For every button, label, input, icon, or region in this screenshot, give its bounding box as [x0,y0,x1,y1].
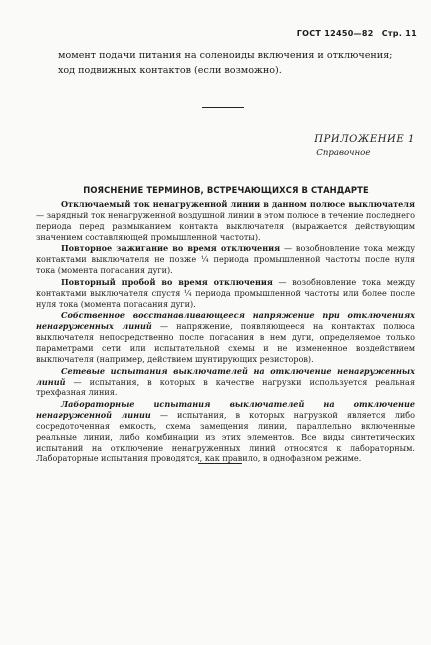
definition-text: — испытания, в которых в качестве нагрузки используется реальная трехфазная линия. [36,376,415,398]
definition-term: Повторное зажигание во время отключения [61,243,281,254]
divider-bottom [198,463,242,464]
definition-item [36,399,415,464]
page-header [292,29,417,38]
definition-text: — испытания, в которых нагрузкой является либо сосредоточенная емкость, схема замещения линии, параллельно включенные реальные линии, либо комбинации из этих элементов. Все виды синтетических испытаний на отключение ненагруженных линий относятся к лабораторным. Лабораторные испытания проводятся, как правило, в однофазном режиме. [36,410,415,464]
definition-term: Сетевые испытания выключателей на отключение ненагруженных линий [36,365,415,387]
definition-term: Лабораторные испытания выключателей на отключение ненагруженной линии [36,399,415,421]
definition-term: Собственное восстанавливающееся напряжение при отключениях ненагруженных линий [36,310,415,332]
appendix-title: ПРИЛОЖЕНИЕ 1 [314,134,415,145]
standard-number: ГОСТ 12450—82 [296,29,374,38]
definition-text: — напряжение, появляющееся на контактах полюса выключателя непосредственно после погасания в нем дуги, определяемое только параметрами сети или испытательной схемы и не измененное воздействием выключателя (например, действием шунтирующих резисторов). [36,321,415,364]
appendix-heading [314,134,415,158]
intro-line-2: ход подвижных контактов (если возможно). [58,64,282,76]
definition-item [36,366,415,399]
definition-term: Повторный пробой во время отключения [61,276,273,287]
definition-item [36,199,415,242]
divider-top [202,107,244,108]
definition-text: — возобновление тока между контактами выключателя спустя ¼ периода промышленной частоты или более после нуля тока (момента погасания дуги). [36,276,415,309]
page-number: Стр. 11 [381,29,417,38]
definition-text: — зарядный ток ненагруженной воздушной линии в этом полюсе в течение последнего периода перед размыканием контакта выключателя (выражается действующим значением составляющей промышленной частоты). [36,209,415,242]
section-title: ПОЯСНЕНИЕ ТЕРМИНОВ, ВСТРЕЧАЮЩИХСЯ В СТАНДАРТЕ [83,185,369,195]
intro-line-1: момент подачи питания на соленоиды включения и отключения; [58,50,393,61]
definition-text: — возобновление тока между контактами выключателя не позже ¼ периода промышленной частоты после нуля тока (момента погасания дуги). [36,243,415,276]
definition-item [36,243,415,276]
definition-item [36,310,415,364]
appendix-subtitle: Справочное [316,148,371,158]
definition-term: Отключаемый ток ненагруженной линии в данном полюсе выключателя [61,199,415,209]
definition-item [36,277,415,310]
definitions-body [36,199,415,464]
intro-text [58,49,420,78]
